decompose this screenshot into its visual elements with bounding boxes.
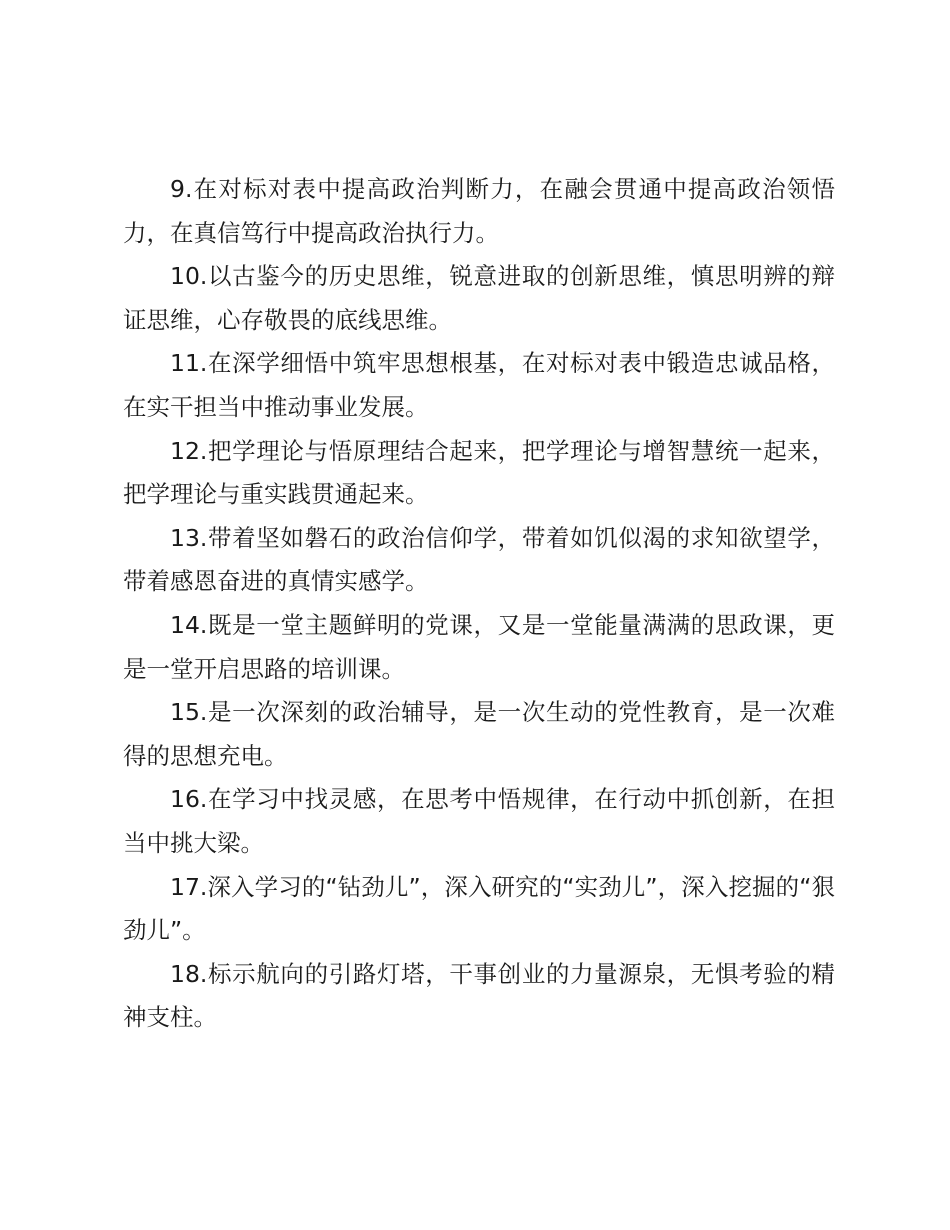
paragraph-11: 11.在深学细悟中筑牢思想根基，在对标对表中锻造忠诚品格，在实干担当中推动事业发展。	[123, 349, 835, 421]
paragraph-18: 18.标示航向的引路灯塔，干事创业的力量源泉，无惧考验的精神支柱。	[123, 959, 835, 1032]
paragraph-15: 15.是一次深刻的政治辅导，是一次生动的党性教育，是一次难得的思想充电。	[123, 698, 835, 770]
paragraph-17: 17.深入学习的“钻劲儿”，深入研究的“实劲儿”，深入挖掘的“狠劲儿”。	[123, 872, 835, 945]
document-body	[123, 168, 835, 1040]
paragraph-9: 9.在对标对表中提高政治判断力，在融会贯通中提高政治领悟力，在真信笃行中提高政治执行力。	[123, 175, 835, 247]
paragraph-14: 14.既是一堂主题鲜明的党课，又是一堂能量满满的思政课，更是一堂开启思路的培训课。	[123, 610, 835, 683]
paragraph-13: 13.带着坚如磐石的政治信仰学，带着如饥似渴的求知欲望学，带着感恩奋进的真情实感学。	[123, 523, 835, 596]
paragraph-16: 16.在学习中找灵感，在思考中悟规律，在行动中抓创新，在担当中挑大梁。	[123, 785, 835, 857]
paragraph-10: 10.以古鉴今的历史思维，锐意进取的创新思维，慎思明辨的辩证思维，心存敬畏的底线思维。	[123, 262, 835, 334]
paragraph-12: 12.把学理论与悟原理结合起来，把学理论与增智慧统一起来，把学理论与重实践贯通起来。	[123, 436, 835, 509]
